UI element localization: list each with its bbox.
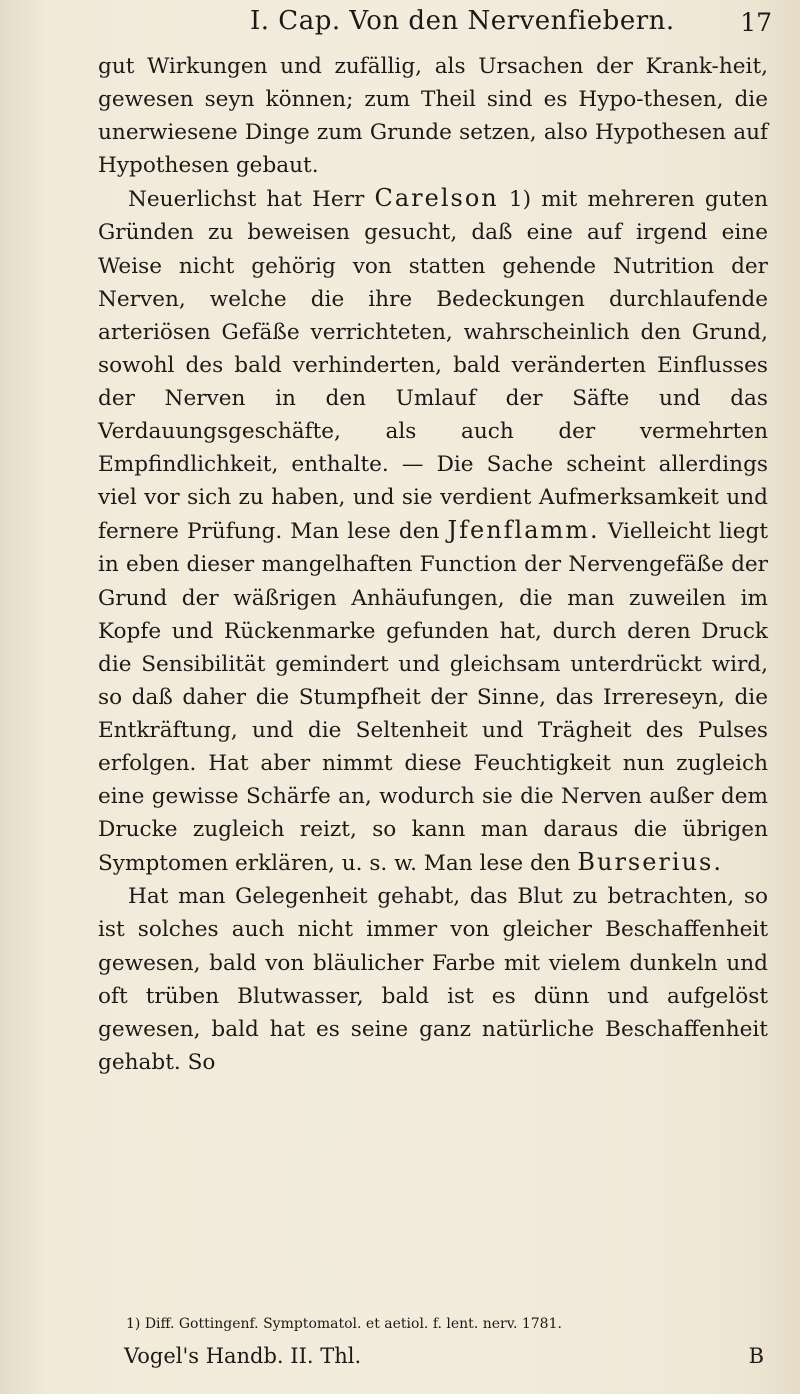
paragraph-2-text-b: 1) mit mehreren guten Gründen zu beweisen gesucht, daß eine auf irgend eine Weise nicht gehörig von statten gehende Nutrition der Nerven, welche die ihre Bedeckungen durchlaufende arteriösen Gefäße verrichteten, wahrscheinlich den Grund, sowohl des bald verhinderten, bald veränderten Einflusses der Nerven in den Umlauf der Säfte und das Verdauungsgeschäfte, als auch der vermehrten Empfindlichkeit, enthalte. — Die Sache scheint allerdings viel vor sich zu haben, und sie verdient Aufmerksamkeit und fernere Prüfung. Man lese den (98, 187, 769, 545)
page-header (0, 4, 800, 44)
body-text (98, 50, 768, 1079)
signature-line (124, 1344, 764, 1368)
signature-mark: B (748, 1344, 764, 1368)
paragraph-1-text: gut Wirkungen und zufällig, als Ursachen der Krank-heit, gewesen seyn können; zum Theil sind es Hypo-thesen, die unerwiesene Dinge zum Grunde setzen, also Hypothesen auf Hypothesen gebaut. (98, 54, 768, 179)
paragraph-3 (98, 880, 768, 1079)
paragraph-2-text-c: Vielleicht liegt in eben dieser mangelhaften Function der Nervengefäße der Grund der wäßrigen Anhäufungen, die man zuweilen im Kopfe und Rückenmarke gefunden hat, durch deren Druck die Sensibilität gemindert und gleichsam unterdrückt wird, so daß daher die Stumpfheit der Sinne, das Irrereseyn, die Entkräftung, und die Seltenheit und Trägheit des Pulses erfolgen. Hat aber nimmt diese Feuchtigkeit nun zugleich eine gewisse Schärfe an, wodurch sie die Nerven außer dem Drucke zugleich reizt, so kann man daraus die übrigen Symptomen erklären, u. s. w. Man lese den (98, 519, 768, 877)
paragraph-2-text-a: Neuerlichst hat Herr (128, 187, 375, 213)
author-isenflamm: Jfenflamm. (447, 516, 600, 545)
paragraph-2 (98, 182, 768, 880)
footnote: 1) Diff. Gottingenf. Symptomatol. et aetiol. f. lent. nerv. 1781. (126, 1316, 562, 1332)
page-number: 17 (740, 8, 772, 37)
author-burserius: Burserius. (577, 848, 723, 877)
paragraph-3-text: Hat man Gelegenheit gehabt, das Blut zu betrachten, so ist solches auch nicht immer von gleicher Beschaffenheit gewesen, bald von bläulicher Farbe mit vielem dunkeln und oft trüben Blutwasser, bald ist es dünn und aufgelöst gewesen, bald hat es seine ganz natürliche Beschaffenheit gehabt. So (98, 884, 768, 1075)
running-head: I. Cap. Von den Nervenfiebern. (250, 6, 675, 36)
paragraph-1 (98, 50, 768, 182)
author-carelson: Carelson (374, 184, 499, 213)
book-short-title: Vogel's Handb. II. Thl. (124, 1344, 362, 1368)
